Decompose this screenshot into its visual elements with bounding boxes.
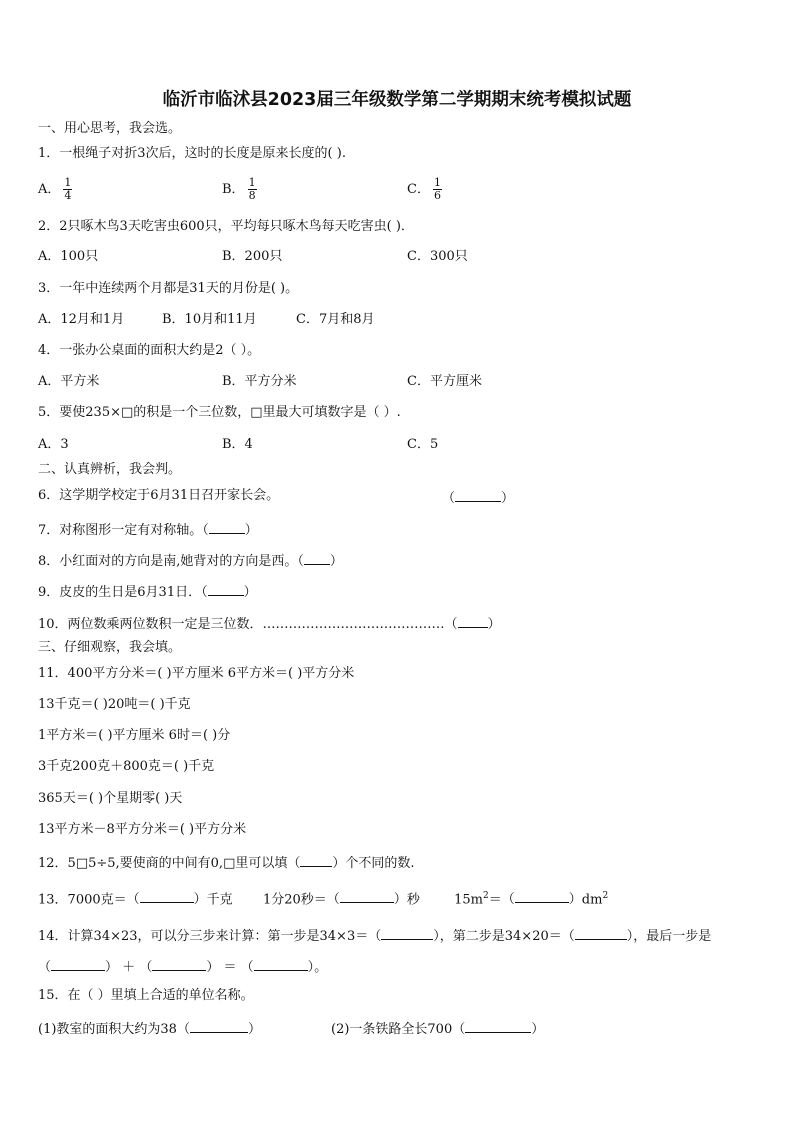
answer-blank[interactable]: （ ） — [241, 960, 315, 975]
q5-option-a: A．3 — [38, 437, 69, 452]
answer-blank[interactable]: （ ） — [562, 929, 634, 944]
question-7: 7．对称图形一定有对称轴。（ ） — [38, 519, 258, 540]
question-15-part-2: (2)一条铁路全长700（ ） — [331, 1018, 544, 1039]
q5-option-b: B．4 — [222, 437, 253, 452]
fraction: $\frac{1}{6}$ — [433, 176, 441, 202]
question-13: 13．7000克＝（ ）千克 1分20秒＝（ ）秒 $15m^2=$（ ）$dm^2$ — [38, 887, 608, 909]
question-4: 4．一张办公桌面的面积大约是2（ ）。 — [38, 343, 261, 358]
answer-blank[interactable]: （ ） — [177, 1022, 261, 1037]
question-11-line-6: 13平方米－8平方分米＝( )平方分米 — [38, 822, 247, 837]
answer-blank[interactable]: （ ） — [287, 856, 345, 871]
question-11-line-3: 1平方米＝( )平方厘米 6时＝( )分 — [38, 728, 231, 743]
answer-blank[interactable]: （ ） — [445, 617, 501, 632]
answer-blank[interactable]: （ ） — [327, 892, 407, 907]
page-title: 临沂市临沭县2023届三年级数学第二学期期末统考模拟试题 — [162, 90, 632, 110]
question-15: 15．在（ ）里填上合适的单位名称。 — [38, 988, 254, 1003]
answer-blank[interactable]: （ ） — [38, 960, 118, 975]
q2-option-b: B．200只 — [222, 249, 283, 264]
answer-blank[interactable]: （ ） — [368, 929, 440, 944]
answer-blank[interactable]: （ ） — [202, 523, 258, 538]
question-11-line-4: 3千克200克＋800克＝( )千克 — [38, 759, 215, 774]
answer-blank[interactable]: （ ） — [139, 960, 219, 975]
q1-option-b: B． $\frac{1}{8}$ — [222, 176, 256, 202]
answer-blank[interactable]: （ ） — [201, 585, 257, 600]
answer-blank[interactable]: （ ） — [127, 892, 207, 907]
q2-option-a: A．100只 — [38, 249, 99, 264]
q1-option-a: A． $\frac{1}{4}$ — [38, 176, 72, 202]
q4-option-c: C．平方厘米 — [407, 374, 482, 389]
question-1: 1．一根绳子对折3次后，这时的长度是原来长度的( ). — [38, 146, 346, 161]
question-14-line-1: 14．计算34×23，可以分三步来计算：第一步是34×3＝（ ），第二步是34×20＝（ ），最后一步是 — [38, 925, 711, 946]
question-11-line-1: 11．400平方分米＝( )平方厘米 6平方米＝( )平方分米 — [38, 666, 355, 681]
q4-option-b: B．平方分米 — [222, 374, 297, 389]
question-2: 2．2只啄木鸟3天吃害虫600只，平均每只啄木鸟每天吃害虫( )． — [38, 219, 414, 234]
answer-blank[interactable]: （ ） — [452, 1022, 544, 1037]
question-14-line-2: （ ） ＋ （ ） ＝ （ ）。 — [38, 956, 327, 977]
fraction: $\frac{1}{4}$ — [64, 176, 72, 202]
question-9: 9．皮皮的生日是6月31日．（ ） — [38, 581, 257, 602]
question-12: 12．5□5÷5,要使商的中间有0,□里可以填（ ）个不同的数. — [38, 852, 415, 873]
fraction: $\frac{1}{8}$ — [248, 176, 256, 202]
q3-option-b: B．10月和11月 — [162, 312, 257, 327]
question-5: 5．要使235×□的积是一个三位数，□里最大可填数字是（ ）. — [38, 405, 401, 420]
section-3-heading: 三、仔细观察，我会填。 — [38, 640, 182, 655]
answer-blank[interactable]: （ ） — [502, 892, 582, 907]
question-3: 3．一年中连续两个月都是31天的月份是( )。 — [38, 281, 299, 296]
question-10: 10．两位数乘两位数积一定是三位数．……………………………………（ ） — [38, 613, 501, 634]
question-6: 6．这学期学校定于6月31日召开家长会。 （ ） — [38, 488, 515, 506]
question-15-part-1: (1)教室的面积大约为38（ ） — [38, 1018, 261, 1039]
section-1-heading: 一、用心思考，我会选。 — [38, 121, 182, 136]
answer-blank[interactable]: （ ） — [442, 487, 514, 508]
question-11-line-5: 365天＝( )个星期零( )天 — [38, 791, 183, 806]
section-2-heading: 二、认真辨析，我会判。 — [38, 462, 182, 477]
answer-blank[interactable]: （ ） — [297, 554, 343, 569]
question-8: 8．小红面对的方向是南,她背对的方向是西。（ ） — [38, 550, 343, 571]
question-11-line-2: 13千克＝( )20吨＝( )千克 — [38, 697, 191, 712]
q3-option-a: A．12月和1月 — [38, 312, 125, 327]
q2-option-c: C．300只 — [407, 249, 468, 264]
q3-option-c: C．7月和8月 — [296, 312, 375, 327]
q1-option-c: C． $\frac{1}{6}$ — [407, 176, 441, 202]
q5-option-c: C．5 — [407, 437, 439, 452]
q4-option-a: A．平方米 — [38, 374, 100, 389]
